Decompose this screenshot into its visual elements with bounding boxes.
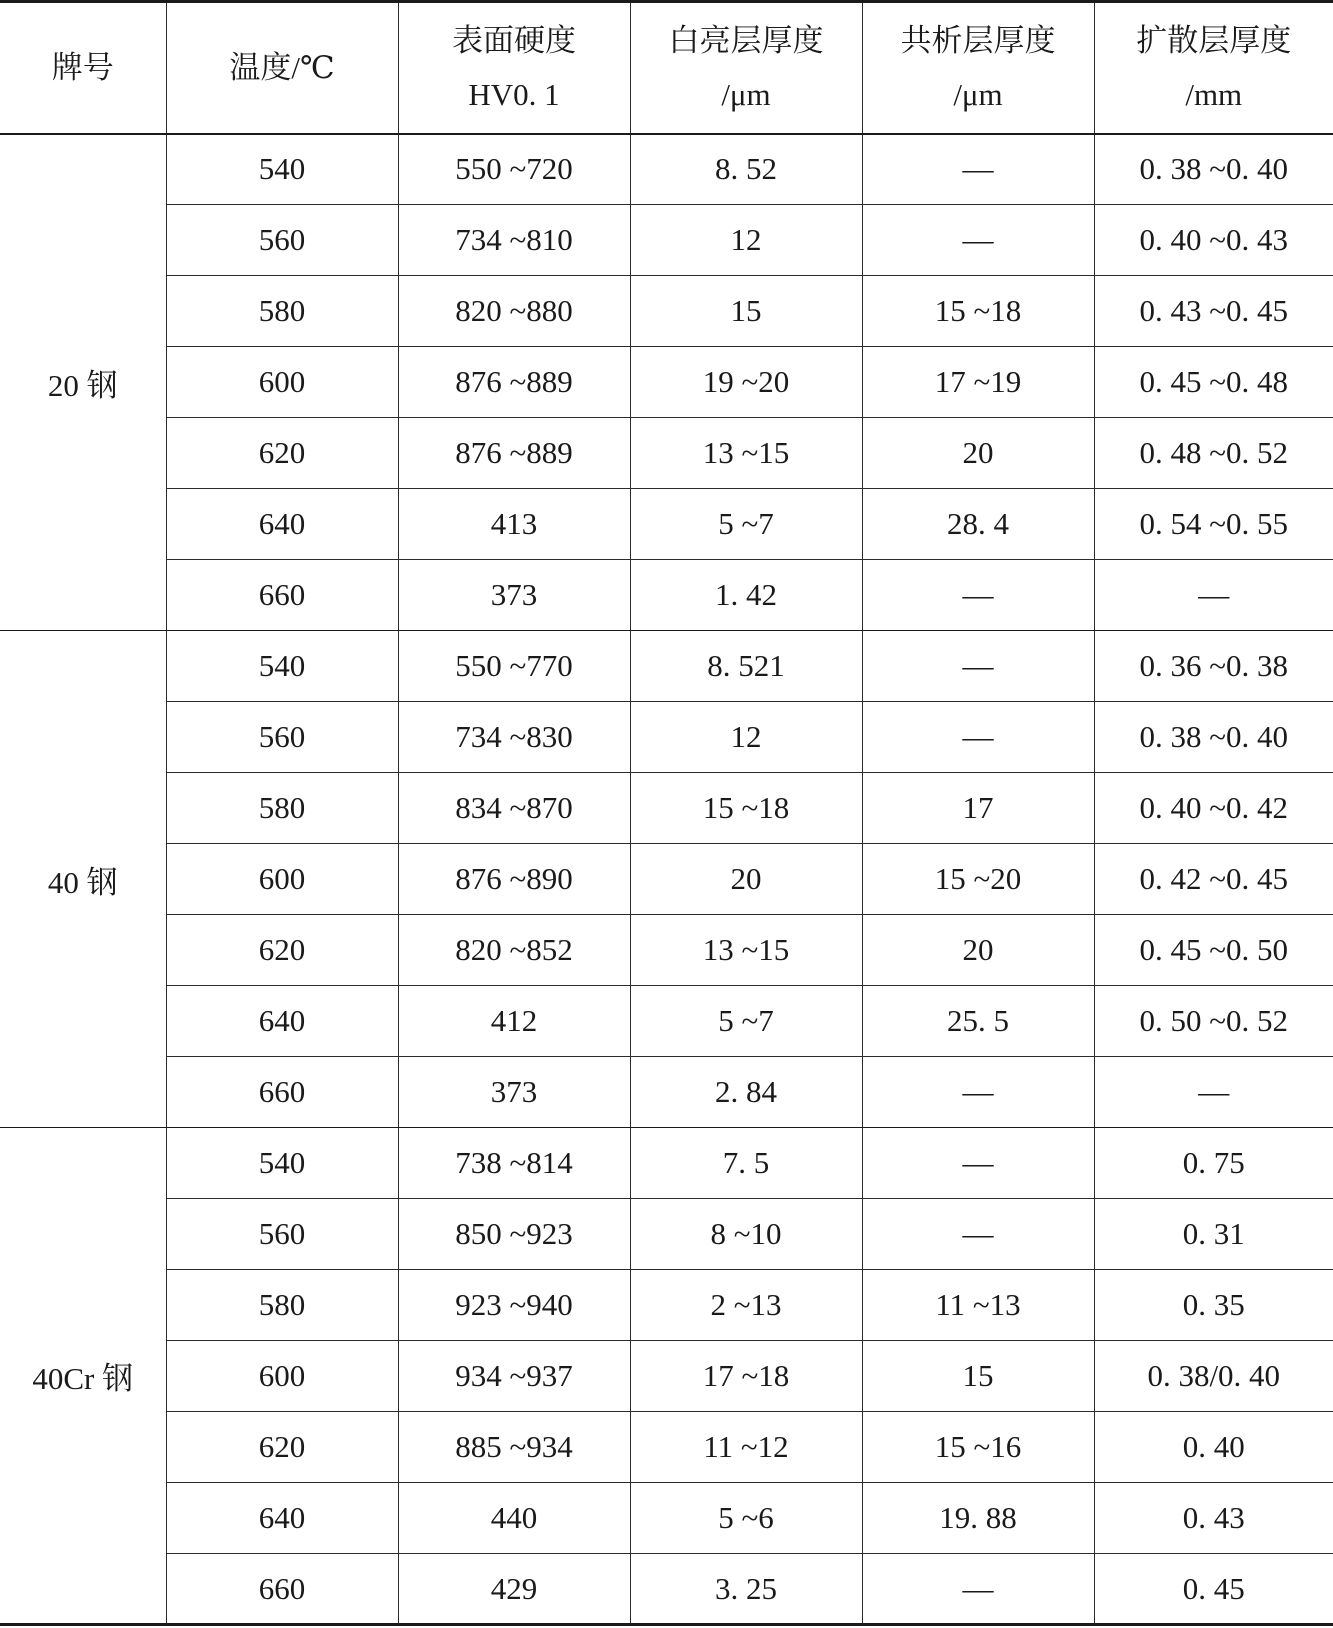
header-temperature-line-1: 温度/℃ bbox=[229, 49, 335, 85]
white-layer-cell: 3. 25 bbox=[630, 1554, 862, 1625]
header-grade bbox=[0, 2, 166, 134]
surface-hardness-cell: 876 ~889 bbox=[398, 418, 630, 489]
eutectoid-layer-cell: 11 ~13 bbox=[862, 1270, 1094, 1341]
header-white-layer-thickness bbox=[630, 2, 862, 134]
diffusion-layer-cell: 0. 45 ~0. 48 bbox=[1094, 347, 1333, 418]
table-row bbox=[0, 489, 1333, 560]
temperature-cell: 560 bbox=[166, 702, 398, 773]
surface-hardness-cell: 429 bbox=[398, 1554, 630, 1625]
surface-hardness-cell: 550 ~770 bbox=[398, 631, 630, 702]
grade-cell: 40 钢 bbox=[0, 631, 166, 1128]
table-row bbox=[0, 773, 1333, 844]
header-diffusion-layer-thickness-line-1: 扩散层厚度 bbox=[1136, 22, 1292, 58]
temperature-cell: 540 bbox=[166, 134, 398, 205]
eutectoid-layer-cell: 15 bbox=[862, 1341, 1094, 1412]
diffusion-layer-cell: 0. 48 ~0. 52 bbox=[1094, 418, 1333, 489]
temperature-cell: 540 bbox=[166, 631, 398, 702]
surface-hardness-cell: 876 ~890 bbox=[398, 844, 630, 915]
table-row bbox=[0, 915, 1333, 986]
steel-group bbox=[0, 134, 1333, 631]
temperature-cell: 660 bbox=[166, 1057, 398, 1128]
eutectoid-layer-cell: 15 ~18 bbox=[862, 276, 1094, 347]
diffusion-layer-cell: 0. 40 ~0. 43 bbox=[1094, 205, 1333, 276]
surface-hardness-cell: 923 ~940 bbox=[398, 1270, 630, 1341]
table-row bbox=[0, 1199, 1333, 1270]
header-row bbox=[0, 2, 1333, 134]
table-row bbox=[0, 347, 1333, 418]
diffusion-layer-cell: 0. 38 ~0. 40 bbox=[1094, 702, 1333, 773]
eutectoid-layer-cell: 17 bbox=[862, 773, 1094, 844]
surface-hardness-cell: 550 ~720 bbox=[398, 134, 630, 205]
eutectoid-layer-cell: — bbox=[862, 702, 1094, 773]
eutectoid-layer-cell: 20 bbox=[862, 915, 1094, 986]
table-row bbox=[0, 1483, 1333, 1554]
table-row bbox=[0, 418, 1333, 489]
temperature-cell: 560 bbox=[166, 1199, 398, 1270]
diffusion-layer-cell: 0. 31 bbox=[1094, 1199, 1333, 1270]
table-row bbox=[0, 134, 1333, 205]
white-layer-cell: 13 ~15 bbox=[630, 915, 862, 986]
diffusion-layer-cell: 0. 42 ~0. 45 bbox=[1094, 844, 1333, 915]
temperature-cell: 540 bbox=[166, 1128, 398, 1199]
eutectoid-layer-cell: — bbox=[862, 1057, 1094, 1128]
eutectoid-layer-cell: — bbox=[862, 1199, 1094, 1270]
white-layer-cell: 2. 84 bbox=[630, 1057, 862, 1128]
grade-cell: 40Cr 钢 bbox=[0, 1128, 166, 1625]
table-row bbox=[0, 205, 1333, 276]
surface-hardness-cell: 834 ~870 bbox=[398, 773, 630, 844]
white-layer-cell: 5 ~7 bbox=[630, 489, 862, 560]
surface-hardness-cell: 440 bbox=[398, 1483, 630, 1554]
header-eutectoid-layer-thickness bbox=[862, 2, 1094, 134]
table-row bbox=[0, 844, 1333, 915]
table-row bbox=[0, 1128, 1333, 1199]
surface-hardness-cell: 413 bbox=[398, 489, 630, 560]
white-layer-cell: 12 bbox=[630, 205, 862, 276]
temperature-cell: 600 bbox=[166, 347, 398, 418]
surface-hardness-cell: 734 ~830 bbox=[398, 702, 630, 773]
header-grade-line-1: 牌号 bbox=[51, 49, 114, 85]
white-layer-cell: 13 ~15 bbox=[630, 418, 862, 489]
eutectoid-layer-cell: — bbox=[862, 134, 1094, 205]
steel-group bbox=[0, 1128, 1333, 1625]
table-row bbox=[0, 560, 1333, 631]
eutectoid-layer-cell: 28. 4 bbox=[862, 489, 1094, 560]
white-layer-cell: 15 bbox=[630, 276, 862, 347]
table-row bbox=[0, 1554, 1333, 1625]
eutectoid-layer-cell: — bbox=[862, 560, 1094, 631]
diffusion-layer-cell: 0. 38 ~0. 40 bbox=[1094, 134, 1333, 205]
white-layer-cell: 7. 5 bbox=[630, 1128, 862, 1199]
white-layer-cell: 11 ~12 bbox=[630, 1412, 862, 1483]
surface-hardness-cell: 820 ~880 bbox=[398, 276, 630, 347]
temperature-cell: 600 bbox=[166, 1341, 398, 1412]
surface-hardness-cell: 885 ~934 bbox=[398, 1412, 630, 1483]
surface-hardness-cell: 373 bbox=[398, 560, 630, 631]
eutectoid-layer-cell: — bbox=[862, 1128, 1094, 1199]
white-layer-cell: 12 bbox=[630, 702, 862, 773]
table-row bbox=[0, 702, 1333, 773]
header-eutectoid-layer-thickness-line-2: /μm bbox=[953, 76, 1003, 112]
diffusion-layer-cell: 0. 45 ~0. 50 bbox=[1094, 915, 1333, 986]
white-layer-cell: 5 ~7 bbox=[630, 986, 862, 1057]
eutectoid-layer-cell: — bbox=[862, 1554, 1094, 1625]
temperature-cell: 640 bbox=[166, 1483, 398, 1554]
temperature-cell: 660 bbox=[166, 1554, 398, 1625]
diffusion-layer-cell: 0. 40 bbox=[1094, 1412, 1333, 1483]
table-row bbox=[0, 986, 1333, 1057]
surface-hardness-cell: 820 ~852 bbox=[398, 915, 630, 986]
diffusion-layer-cell: — bbox=[1094, 1057, 1333, 1128]
eutectoid-layer-cell: 17 ~19 bbox=[862, 347, 1094, 418]
table-header bbox=[0, 2, 1333, 134]
eutectoid-layer-cell: 20 bbox=[862, 418, 1094, 489]
white-layer-cell: 8 ~10 bbox=[630, 1199, 862, 1270]
header-diffusion-layer-thickness-line-2: /mm bbox=[1185, 76, 1243, 112]
header-diffusion-layer-thickness bbox=[1094, 2, 1333, 134]
header-white-layer-thickness-line-2: /μm bbox=[721, 76, 771, 112]
white-layer-cell: 20 bbox=[630, 844, 862, 915]
eutectoid-layer-cell: 19. 88 bbox=[862, 1483, 1094, 1554]
header-surface-hardness-line-2: HV0. 1 bbox=[468, 76, 560, 112]
white-layer-cell: 5 ~6 bbox=[630, 1483, 862, 1554]
header-temperature bbox=[166, 2, 398, 134]
header-white-layer-thickness-line-1: 白亮层厚度 bbox=[668, 22, 824, 58]
temperature-cell: 640 bbox=[166, 986, 398, 1057]
white-layer-cell: 8. 521 bbox=[630, 631, 862, 702]
diffusion-layer-cell: 0. 43 ~0. 45 bbox=[1094, 276, 1333, 347]
surface-hardness-cell: 876 ~889 bbox=[398, 347, 630, 418]
temperature-cell: 580 bbox=[166, 276, 398, 347]
white-layer-cell: 15 ~18 bbox=[630, 773, 862, 844]
diffusion-layer-cell: 0. 35 bbox=[1094, 1270, 1333, 1341]
eutectoid-layer-cell: 15 ~20 bbox=[862, 844, 1094, 915]
temperature-cell: 660 bbox=[166, 560, 398, 631]
white-layer-cell: 8. 52 bbox=[630, 134, 862, 205]
grade-cell: 20 钢 bbox=[0, 134, 166, 631]
table-row bbox=[0, 1270, 1333, 1341]
diffusion-layer-cell: 0. 54 ~0. 55 bbox=[1094, 489, 1333, 560]
steel-group bbox=[0, 631, 1333, 1128]
table-row bbox=[0, 1057, 1333, 1128]
header-surface-hardness bbox=[398, 2, 630, 134]
eutectoid-layer-cell: 15 ~16 bbox=[862, 1412, 1094, 1483]
diffusion-layer-cell: 0. 40 ~0. 42 bbox=[1094, 773, 1333, 844]
surface-hardness-cell: 738 ~814 bbox=[398, 1128, 630, 1199]
header-surface-hardness-line-1: 表面硬度 bbox=[452, 22, 576, 58]
surface-hardness-cell: 734 ~810 bbox=[398, 205, 630, 276]
surface-hardness-cell: 412 bbox=[398, 986, 630, 1057]
eutectoid-layer-cell: — bbox=[862, 631, 1094, 702]
temperature-cell: 580 bbox=[166, 1270, 398, 1341]
white-layer-cell: 17 ~18 bbox=[630, 1341, 862, 1412]
temperature-cell: 620 bbox=[166, 915, 398, 986]
temperature-cell: 580 bbox=[166, 773, 398, 844]
header-eutectoid-layer-thickness-line-1: 共析层厚度 bbox=[900, 22, 1056, 58]
table-row bbox=[0, 631, 1333, 702]
eutectoid-layer-cell: — bbox=[862, 205, 1094, 276]
white-layer-cell: 1. 42 bbox=[630, 560, 862, 631]
temperature-cell: 560 bbox=[166, 205, 398, 276]
temperature-cell: 640 bbox=[166, 489, 398, 560]
diffusion-layer-cell: 0. 75 bbox=[1094, 1128, 1333, 1199]
eutectoid-layer-cell: 25. 5 bbox=[862, 986, 1094, 1057]
temperature-cell: 620 bbox=[166, 1412, 398, 1483]
diffusion-layer-cell: 0. 50 ~0. 52 bbox=[1094, 986, 1333, 1057]
surface-hardness-cell: 934 ~937 bbox=[398, 1341, 630, 1412]
diffusion-layer-cell: 0. 43 bbox=[1094, 1483, 1333, 1554]
diffusion-layer-cell: 0. 38/0. 40 bbox=[1094, 1341, 1333, 1412]
white-layer-cell: 2 ~13 bbox=[630, 1270, 862, 1341]
diffusion-layer-cell: — bbox=[1094, 560, 1333, 631]
temperature-cell: 600 bbox=[166, 844, 398, 915]
white-layer-cell: 19 ~20 bbox=[630, 347, 862, 418]
table-row bbox=[0, 276, 1333, 347]
temperature-cell: 620 bbox=[166, 418, 398, 489]
table-row bbox=[0, 1341, 1333, 1412]
diffusion-layer-cell: 0. 36 ~0. 38 bbox=[1094, 631, 1333, 702]
surface-hardness-cell: 373 bbox=[398, 1057, 630, 1128]
table-row bbox=[0, 1412, 1333, 1483]
surface-hardness-cell: 850 ~923 bbox=[398, 1199, 630, 1270]
diffusion-layer-cell: 0. 45 bbox=[1094, 1554, 1333, 1625]
